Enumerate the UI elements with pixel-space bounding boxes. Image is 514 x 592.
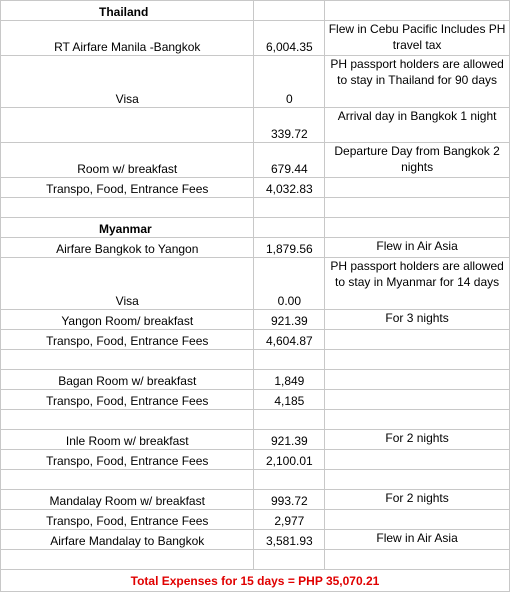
expense-label[interactable]: Transpo, Food, Entrance Fees [1,450,254,470]
expense-note[interactable]: For 2 nights [325,430,510,450]
expense-note[interactable]: Flew in Air Asia [325,238,510,258]
expense-row [1,490,510,510]
expense-label[interactable]: Bagan Room w/ breakfast [1,370,254,390]
expense-row [1,530,510,550]
expense-table-body [1,1,510,570]
expense-row [1,330,510,350]
expense-amount[interactable]: 921.39 [254,310,325,330]
empty-cell[interactable] [254,410,325,430]
empty-cell[interactable] [1,470,254,490]
expense-note[interactable]: Arrival day in Bangkok 1 night [325,108,510,143]
expense-row [1,178,510,198]
blank-row [1,550,510,570]
expense-note[interactable]: Flew in Air Asia [325,530,510,550]
expense-amount[interactable]: 921.39 [254,430,325,450]
empty-cell[interactable] [325,410,510,430]
expense-amount[interactable]: 0.00 [254,258,325,310]
expense-row [1,143,510,178]
expense-amount[interactable]: 2,977 [254,510,325,530]
expense-label[interactable]: Room w/ breakfast [1,143,254,178]
empty-cell[interactable] [254,550,325,570]
expense-row [1,450,510,470]
empty-cell[interactable] [254,198,325,218]
expense-amount[interactable]: 0 [254,56,325,108]
expense-label[interactable]: Transpo, Food, Entrance Fees [1,510,254,530]
total-row [1,570,510,592]
expense-note[interactable] [325,178,510,198]
expense-amount[interactable]: 4,185 [254,390,325,410]
expense-label[interactable]: Visa [1,56,254,108]
empty-cell[interactable] [325,218,510,238]
expense-amount[interactable]: 6,004.35 [254,21,325,56]
expense-label[interactable]: Inle Room w/ breakfast [1,430,254,450]
expense-note[interactable] [325,330,510,350]
total-expenses[interactable]: Total Expenses for 15 days = PHP 35,070.21 [1,570,510,592]
expense-amount[interactable]: 339.72 [254,108,325,143]
expense-label[interactable]: RT Airfare Manila -Bangkok [1,21,254,56]
expense-label[interactable]: Yangon Room/ breakfast [1,310,254,330]
empty-cell[interactable] [325,470,510,490]
blank-row [1,410,510,430]
expense-amount[interactable]: 4,604.87 [254,330,325,350]
expense-amount[interactable]: 679.44 [254,143,325,178]
expense-amount[interactable]: 3,581.93 [254,530,325,550]
blank-row [1,350,510,370]
empty-cell[interactable] [325,1,510,21]
expense-amount[interactable]: 4,032.83 [254,178,325,198]
expense-note[interactable]: Flew in Cebu Pacific Includes PH travel tax [325,21,510,56]
expense-note[interactable] [325,510,510,530]
section-title[interactable]: Myanmar [1,218,254,238]
expense-note[interactable]: PH passport holders are allowed to stay in Thailand for 90 days [325,56,510,108]
expense-note[interactable]: Departure Day from Bangkok 2 nights [325,143,510,178]
expense-note[interactable] [325,370,510,390]
expense-row [1,21,510,56]
expense-note[interactable] [325,390,510,410]
empty-cell[interactable] [325,550,510,570]
empty-cell[interactable] [1,198,254,218]
expense-label[interactable]: Airfare Bangkok to Yangon [1,238,254,258]
expense-row [1,56,510,108]
empty-cell[interactable] [1,350,254,370]
expense-amount[interactable]: 993.72 [254,490,325,510]
section-row [1,1,510,21]
expense-label[interactable]: Transpo, Food, Entrance Fees [1,390,254,410]
blank-row [1,198,510,218]
expense-label[interactable]: Visa [1,258,254,310]
expense-label[interactable]: Transpo, Food, Entrance Fees [1,178,254,198]
expense-row [1,258,510,310]
empty-cell[interactable] [254,470,325,490]
expense-row [1,108,510,143]
expense-amount[interactable]: 1,879.56 [254,238,325,258]
expense-label[interactable]: Mandalay Room w/ breakfast [1,490,254,510]
expense-label[interactable]: Airfare Mandalay to Bangkok [1,530,254,550]
section-title[interactable]: Thailand [1,1,254,21]
expense-row [1,310,510,330]
expense-amount[interactable]: 2,100.01 [254,450,325,470]
empty-cell[interactable] [254,1,325,21]
empty-cell[interactable] [1,550,254,570]
empty-cell[interactable] [254,350,325,370]
expense-row [1,510,510,530]
blank-row [1,470,510,490]
expense-label[interactable] [1,108,254,143]
empty-cell[interactable] [325,198,510,218]
expense-note[interactable]: For 2 nights [325,490,510,510]
expense-label[interactable]: Transpo, Food, Entrance Fees [1,330,254,350]
expense-note[interactable]: For 3 nights [325,310,510,330]
expense-note[interactable] [325,450,510,470]
expense-row [1,238,510,258]
empty-cell[interactable] [1,410,254,430]
expense-row [1,370,510,390]
section-row [1,218,510,238]
expense-note[interactable]: PH passport holders are allowed to stay in Myanmar for 14 days [325,258,510,310]
expense-row [1,430,510,450]
empty-cell[interactable] [325,350,510,370]
empty-cell[interactable] [254,218,325,238]
expense-row [1,390,510,410]
expense-amount[interactable]: 1,849 [254,370,325,390]
